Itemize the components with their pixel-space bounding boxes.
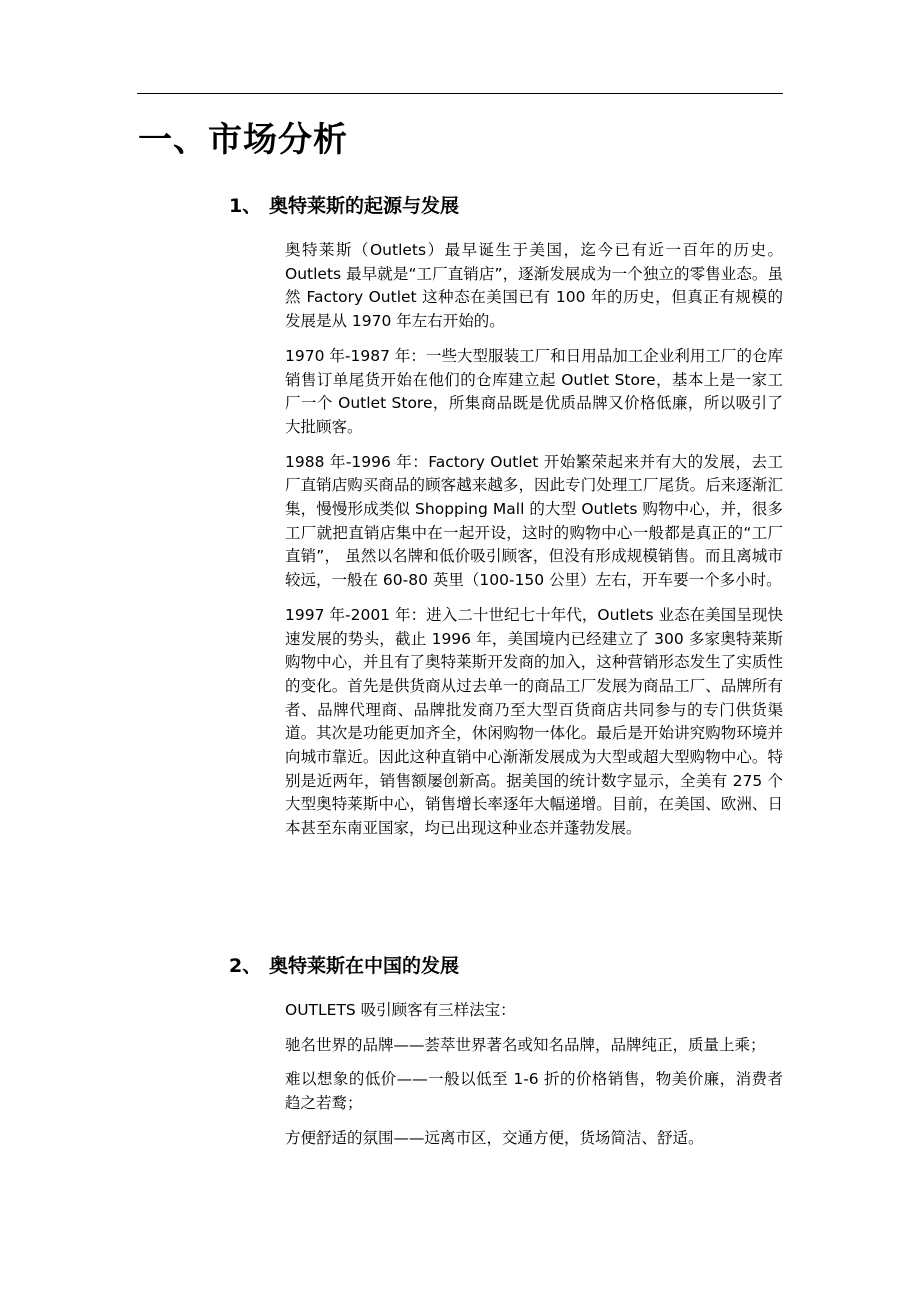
section-heading-origin [229, 193, 459, 219]
section-title: 奥特莱斯在中国的发展 [269, 955, 460, 977]
paragraph: 难以想象的低价——一般以低至 1-6 折的价格销售，物美价廉，消费者趋之若鹜； [285, 1070, 783, 1113]
chapter-title: 一、市场分析 [138, 120, 348, 160]
section-title: 奥特莱斯的起源与发展 [269, 195, 460, 217]
paragraph: 1970 年-1987 年：一些大型服装工厂和日用品加工企业利用工厂的仓库销售订单尾货开始在他们的仓库建立起 Outlet Store，基本上是一家工厂一个 Outlet Store，所集商品既是优质品牌又价格低廉，所以吸引了大批顾客。 [285, 346, 783, 436]
section-heading-china [229, 953, 459, 979]
header-rule [137, 93, 783, 94]
paragraph: OUTLETS 吸引顾客有三样法宝： [285, 1001, 516, 1019]
paragraph: 1997 年-2001 年：进入二十世纪七十年代，Outlets 业态在美国呈现快速发展的势头，截止 1996 年，美国境内已经建立了 300 多家奥特莱斯购物中心，并且有了奥特莱斯开发商的加入，这种营销形态发生了实质性的变化。首先是供货商从过去单一的商品工厂发展为商品工厂、品牌所有者、品牌代理商、品牌批发商乃至大型百货商店共同参与的专门供货渠道。其次是功能更加齐全，休闲购物一体化。最后是开始讲究购物环境并向城市靠近。因此这种直销中心渐渐发展成为大型或超大型购物中心。特别是近两年，销售额屡创新高。据美国的统计数字显示，全美有 275 个大型奥特莱斯中心，销售增长率逐年大幅递增。目前，在美国、欧洲、日本甚至东南亚国家，均已出现这种业态并蓬勃发展。 [285, 605, 783, 838]
section-body-china [285, 999, 783, 1162]
paragraph: 奥特莱斯（Outlets）最早诞生于美国，迄今已有近一百年的历史。Outlets 最早就是“工厂直销店”，逐渐发展成为一个独立的零售业态。虽然 Factory Outlet 这种态在美国已有 100 年的历史，但真正有规模的发展是从 1970 年左右开始的。 [285, 241, 783, 331]
section-number: 2、 [229, 955, 262, 977]
paragraph: 方便舒适的氛围——远离市区，交通方便，货场简洁、舒适。 [285, 1128, 704, 1147]
paragraph: 1988 年-1996 年：Factory Outlet 开始繁荣起来并有大的发展，去工厂直销店购买商品的顾客越来越多，因此专门处理工厂尾货。后来逐渐汇集，慢慢形成类似 Shopping Mall 的大型 Outlets 购物中心，并，很多工厂就把直销店集中在一起开设，这时的购物中心一般都是真正的“工厂直销”， 虽然以名牌和低价吸引顾客，但没有形成规模销售。而且离城市较远，一般在 60-80 英里（100-150 公里）左右，开车要一个多小时。 [285, 452, 783, 590]
paragraph: 驰名世界的品牌——荟萃世界著名或知名品牌，品牌纯正，质量上乘； [285, 1035, 766, 1054]
section-body-origin [285, 239, 783, 852]
section-number: 1、 [229, 195, 262, 217]
